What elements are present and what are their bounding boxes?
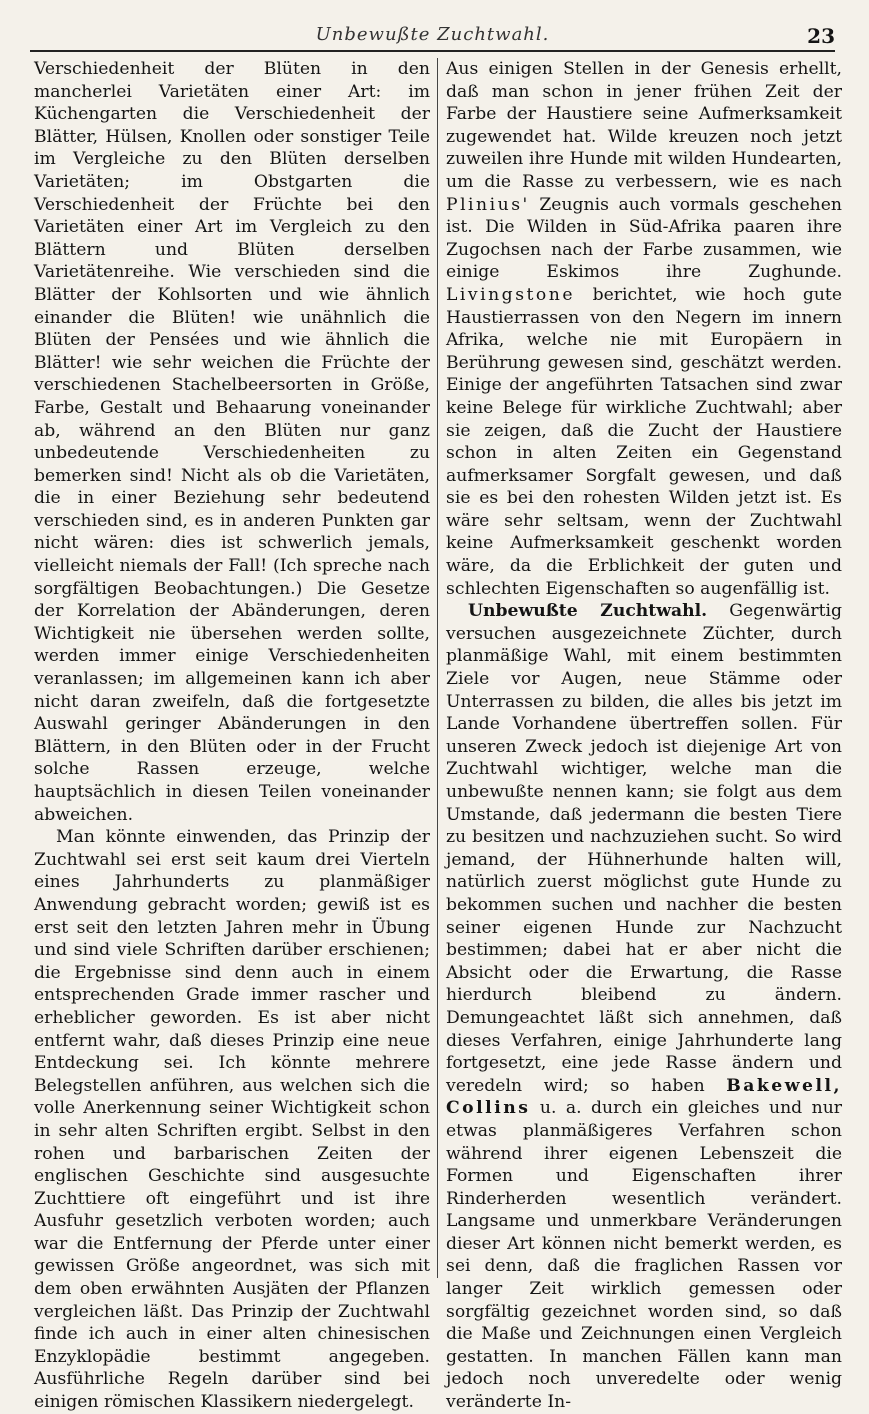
section-heading: Unbewußte Zuchtwahl. (468, 601, 708, 622)
header-rule (30, 50, 835, 52)
name-bakewell-collins: Bakewell, Collins (446, 1075, 842, 1119)
right-p2-text-b: u. a. durch ein gleiches und nur etwas planmäßigeres Verfahren schon während ihrer eigenen Lebenszeit die Formen und Eigenschaften ihrer Rinderherden wesentlich verändert. Langsame und unmerkbare Veränderungen dieser Art können nicht bemerkt werden, es sei denn, daß die fraglichen Rassen vor langer Zeit wirklich gemessen oder sorgfältig gezeichnet worden sind, so daß die Maße und Zeichnungen einen Vergleich gestatten. In manchen Fällen kann man jedoch noch unveredelte oder wenig veränderte In- (446, 1098, 842, 1413)
column-divider (437, 58, 438, 1278)
right-column (446, 58, 842, 1413)
right-p1-text-c: berichtet, wie hoch gute Haustierrassen von den Negern im innern Afrika, welche nie mit Europäern in Berührung gewesen sind, geschätzt werden. Einige der angeführten Tatsachen sind zwar keine Belege für wirkliche Zuchtwahl; aber sie zeigen, daß die Zucht der Haustiere schon in alten Zeiten ein Gegenstand aufmerksamer Sorgfalt gewesen, und daß sie es bei den rohesten Wilden jetzt ist. Es wäre sehr seltsam, wenn der Zuchtwahl keine Aufmerksamkeit geschenkt worden wäre, da die Erblichkeit der guten und schlechten Eigenschaften so augenfällig ist. (446, 284, 842, 599)
left-paragraph-2: Man könnte einwenden, das Prinzip der Zuchtwahl sei erst seit kaum drei Vierteln eines Jahrhunderts zu planmäßiger Anwendung gebracht worden; gewiß ist es erst seit den letzten Jahren mehr in Übung und sind viele Schriften darüber erschienen; die Ergebnisse sind denn auch in einem entsprechenden Grade immer rascher und erheblicher geworden. Es ist aber nicht entfernt wahr, daß dieses Prinzip eine neue Entdeckung sei. Ich könnte mehrere Belegstellen anführen, aus welchen sich die volle Anerkennung seiner Wichtigkeit schon in sehr alten Schriften ergibt. Selbst in den rohen und barbarischen Zeiten der englischen Geschichte sind ausgesuchte Zuchttiere oft eingeführt und ist ihre Ausfuhr gesetzlich verboten worden; auch war die Entfernung der Pferde unter einer gewissen Größe angeordnet, was sich mit dem oben erwähnten Ausjäten der Pflanzen vergleichen läßt. Das Prinzip der Zuchtwahl finde ich auch in einer alten chinesischen Enzyklopädie bestimmt angegeben. Ausführliche Regeln darüber sind bei einigen römischen Klassikern niedergelegt. (34, 827, 430, 1413)
name-plinius: Plinius' (446, 194, 530, 215)
right-p2-text-a: Gegenwärtig versuchen ausgezeichnete Züchter, durch planmäßige Wahl, mit einem bestimmten Ziele vor Augen, neue Stämme oder Unterrassen zu bilden, die alles bis jetzt im Lande Vorhandene übertreffen sollen. Für unseren Zweck jedoch ist diejenige Art von Zuchtwahl wichtiger, welche man die unbewußte nennen kann; sie folgt aus dem Umstande, daß jedermann die besten Tiere zu besitzen und nachzuziehen sucht. So wird jemand, der Hühnerhunde halten will, natürlich zuerst möglichst gute Hunde zu bekommen suchen und nachher die besten seiner eigenen Hunde zur Nachzucht bestimmen; dabei hat er aber nicht die Absicht oder die Erwartung, die Rasse hierdurch bleibend zu ändern. Demungeachtet läßt sich annehmen, daß dieses Verfahren, einige Jahrhunderte lang fortgesetzt, eine jede Rasse ändern und veredeln wird; so haben (446, 601, 842, 1096)
right-p1-text-b: Zeugnis auch vormals geschehen ist. Die Wilden in Süd-Afrika paaren ihre Zugochsen nach der Farbe zusammen, wie einige Eskimos ihre Zughunde. (446, 194, 842, 283)
right-paragraph-2 (446, 600, 842, 1413)
right-p1-text-a: Aus einigen Stellen in der Genesis erhellt, daß man schon in jener frühen Zeit der Farbe der Haustiere seine Aufmerksamkeit zugewendet hat. Wilde kreuzen noch jetzt zuweilen ihre Hunde mit wilden Hundearten, um die Rasse zu verbessern, wie es nach (446, 59, 842, 192)
page-number: 23 (807, 24, 835, 48)
running-title: Unbewußte Zuchtwahl. (315, 24, 550, 45)
right-paragraph-1 (446, 58, 842, 600)
left-paragraph-1: Verschiedenheit der Blüten in den mancherlei Varietäten einer Art: im Küchengarten die Verschiedenheit der Blätter, Hülsen, Knollen oder sonstiger Teile im Vergleiche zu den Blüten derselben Varietäten; im Obstgarten die Verschiedenheit der Früchte bei den Varietäten einer Art im Vergleich zu den Blättern und Blüten derselben Varietätenreihe. Wie verschieden sind die Blätter der Kohlsorten und wie ähnlich einander die Blüten! wie unähnlich die Blüten der Pensées und wie ähnlich die Blätter! wie sehr weichen die Früchte der verschiedenen Stachelbeersorten in Größe, Farbe, Gestalt und Behaarung voneinander ab, während an den Blüten nur ganz unbedeutende Verschiedenheiten zu bemerken sind! Nicht als ob die Varietäten, die in einer Beziehung sehr bedeutend verschieden sind, es in anderen Punkten gar nicht wären: dies ist schwerlich jemals, vielleicht niemals der Fall! (Ich spreche nach sorgfältigen Beobachtungen.) Die Gesetze der Korrelation der Abänderungen, deren Wichtigkeit nie übersehen werden sollte, werden immer einige Verschiedenheiten veranlassen; im allgemeinen kann ich aber nicht daran zweifeln, daß die fortgesetzte Auswahl geringer Abänderungen in den Blättern, in den Blüten oder in der Frucht solche Rassen erzeuge, welche hauptsächlich in diesen Teilen voneinander abweichen. (34, 59, 430, 825)
left-column (34, 58, 430, 1413)
page-header (30, 14, 835, 54)
name-livingstone: Livingstone (446, 284, 576, 305)
